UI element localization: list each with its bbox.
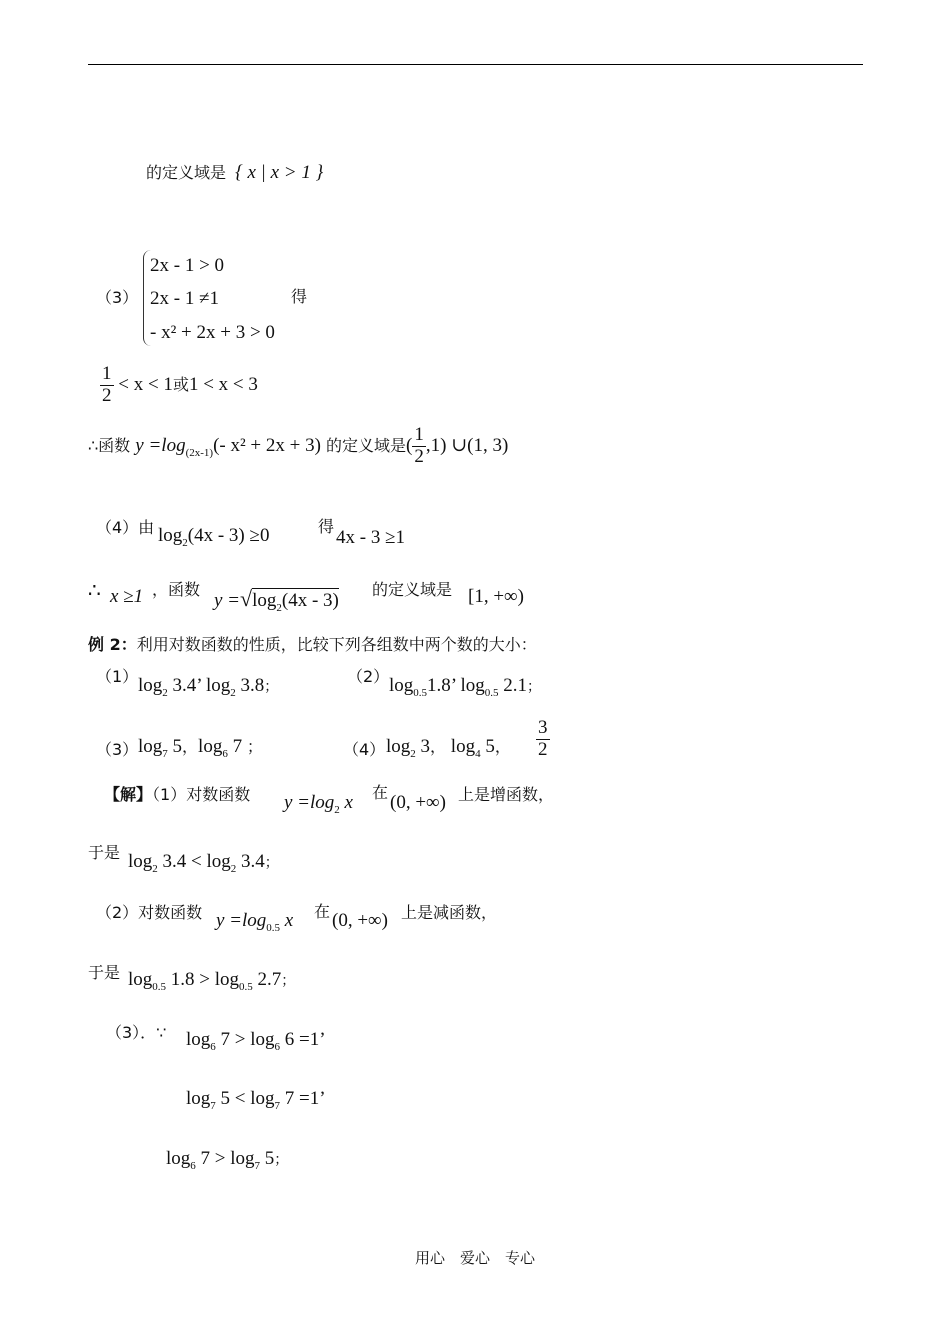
- sol2-result: $\log_{0.5} 1.8 > \log_{0.5} 2.7$；: [128, 969, 296, 993]
- sol3-line-2: $\log_7 5 < \log_7 7 =1$’: [186, 1088, 326, 1112]
- q1-label: （1）: [96, 667, 139, 686]
- func-1-arg: (- x² + 2x + 3): [213, 434, 321, 456]
- fraction-three-halves: $\frac{3}{2}$: [538, 717, 548, 760]
- p4-de: 得: [318, 517, 335, 536]
- func-1-base: (2x-1): [185, 446, 214, 459]
- interval-1: (0, +∞): [390, 792, 446, 813]
- x-ge-1: x ≥1: [110, 586, 144, 607]
- therefore-1: ∴函数: [88, 435, 131, 455]
- domain-1-rest: ,1) ∪(1, 3): [425, 434, 509, 456]
- q2-label: （2）: [347, 667, 390, 686]
- sol3-line-1: $\log_6 7 > \log_6 6 =1$’: [186, 1029, 326, 1053]
- ineq-line: [100, 364, 258, 407]
- ineq-2: 1 < x < 3: [188, 373, 258, 395]
- q3-expr: $\log_7 5$，$\log_6 7$ ；: [138, 736, 263, 760]
- header-rule: [88, 64, 863, 65]
- domain-set: { x | x > 1 }: [235, 162, 324, 183]
- q3-label: （3）: [96, 740, 139, 759]
- page-footer: 用心 爱心 专心: [414, 1249, 535, 1267]
- fraction-half: $\frac{1}{2}$: [102, 363, 112, 406]
- yushi-2: 于是: [88, 963, 121, 982]
- therefore-line-2: [88, 578, 101, 602]
- sqrt-expr: $y =√\log_2(4x - 3)$: [214, 586, 339, 614]
- solution-2-text: （2）对数函数: [96, 903, 203, 922]
- sol1-result: $\log_2 3.4 < \log_2 3.4$；: [128, 851, 279, 875]
- sol3-line-3: $\log_6 7 > \log_7 5$；: [166, 1148, 289, 1172]
- domain-1-open: (: [406, 434, 413, 456]
- p4-expr: $\log_2(4x - 3) \ge 0$: [158, 525, 270, 549]
- system-eq-2: 2x - 1 ≠1: [150, 288, 220, 309]
- def-domain-word-2: 的定义域是: [372, 580, 453, 599]
- therefore-2: ∴: [88, 578, 101, 602]
- q4-expr: $\log_2 3$， $\log_4 5$，: [386, 736, 511, 760]
- zai-1: 在: [372, 783, 389, 802]
- p4-label: （4）由: [96, 518, 155, 537]
- therefore-line-1: [88, 425, 508, 468]
- q1-expr: $\log_2 3.4$’ $\log_2 3.8$；: [138, 675, 279, 699]
- func-1: y =log: [135, 434, 186, 456]
- q2-expr: $\log_{0.5}1.8$’ $\log_{0.5} 2.1$；: [389, 675, 541, 699]
- solution-1-text: 【解】（1）对数函数: [104, 785, 251, 804]
- system-eq-1: 2x - 1 > 0: [150, 255, 225, 276]
- ineq-1: < x < 1: [118, 373, 173, 395]
- zai-2: 在: [314, 902, 331, 921]
- system-eq-3: - x² + 2x + 3 > 0: [150, 322, 275, 343]
- domain-line: [146, 160, 323, 184]
- decreasing: 上是减函数，: [401, 903, 498, 922]
- q4-label: （4）: [343, 740, 386, 759]
- p3-de: 得: [291, 287, 308, 306]
- p4-line: [96, 515, 154, 538]
- interval-2: (0, +∞): [332, 910, 388, 931]
- def-domain-word: 的定义域是: [326, 435, 407, 455]
- increasing: 上是增函数，: [458, 785, 555, 804]
- solution-3-label: （3）．∵: [106, 1023, 167, 1042]
- sol1-func: $y =\log_2$ x: [284, 792, 353, 816]
- p4-result: 4x - 3 ≥1: [336, 527, 406, 548]
- p3-label: （3）: [96, 288, 139, 307]
- domain-prefix: 的定义域是: [146, 163, 227, 182]
- domain-2: [1, +∞): [468, 586, 524, 607]
- fraction-half-2: $\frac{1}{2}$: [414, 424, 424, 467]
- sol2-func: $y =\log_{0.5}$ x: [216, 910, 294, 934]
- comma-func: ，函数: [152, 580, 201, 599]
- or-word: 或: [172, 374, 189, 394]
- yushi-1: 于是: [88, 843, 121, 862]
- example-2-heading: 例 2：利用对数函数的性质，比较下列各组数中两个数的大小：: [88, 635, 537, 654]
